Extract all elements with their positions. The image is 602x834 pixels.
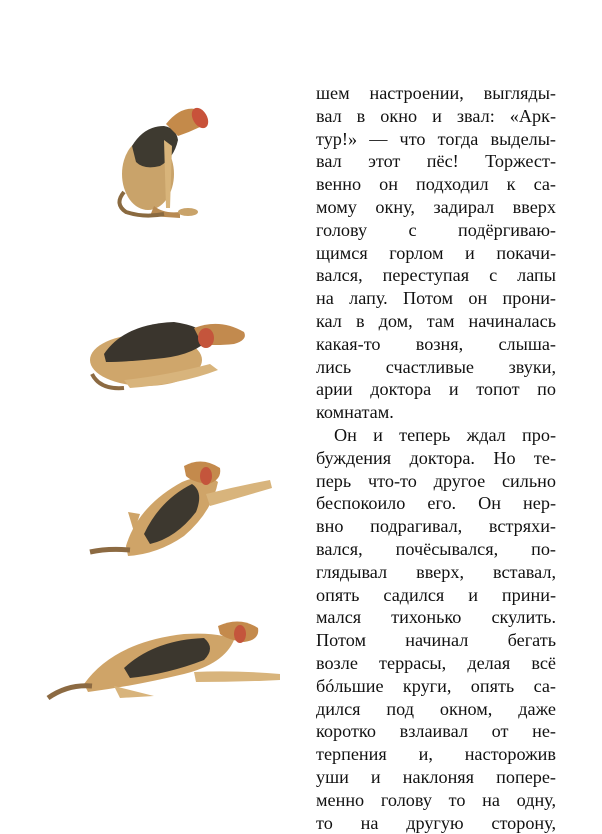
- text-line: мался тихонько скулить.: [316, 606, 556, 629]
- text-line: терпения и, насторожив: [316, 743, 556, 766]
- text-line: беспокоило его. Он нер-: [316, 492, 556, 515]
- text-line: лись счастливые звуки,: [316, 356, 556, 379]
- text-line: тур!» — что тогда выделы-: [316, 128, 556, 151]
- paragraph-2: [316, 424, 556, 834]
- text-line: опять садился и прини-: [316, 584, 556, 607]
- text-line: венно он подходил к са-: [316, 173, 556, 196]
- text-line: мому окну, задирал вверх: [316, 196, 556, 219]
- text-line: на лапу. Потом он прони-: [316, 287, 556, 310]
- text-line: возле террасы, делая всё: [316, 652, 556, 675]
- text-line: то на другую сторону,: [316, 812, 556, 834]
- text-line: голову с подёргиваю-: [316, 219, 556, 242]
- text-line: комнатам.: [316, 401, 556, 424]
- text-line: вался, почёсывался, по-: [316, 538, 556, 561]
- text-line: вался, переступая с лапы: [316, 264, 556, 287]
- dog-crouching-illustration: [44, 612, 286, 708]
- dog-stretching-illustration: [88, 452, 278, 570]
- text-line: какая-то возня, слыша-: [316, 333, 556, 356]
- text-line: буждения доктора. Но те-: [316, 447, 556, 470]
- text-line: вал этот пёс! Торжест-: [316, 150, 556, 173]
- text-line: дился под окном, даже: [316, 698, 556, 721]
- text-line: кал в дом, там начиналась: [316, 310, 556, 333]
- text-line: бóльшие круги, опять са-: [316, 675, 556, 698]
- paragraph-1: [316, 82, 556, 424]
- text-line: вно подрагивал, встряхи-: [316, 515, 556, 538]
- text-line: вал в окно и звал: «Арк-: [316, 105, 556, 128]
- text-line: арии доктора и топот по: [316, 378, 556, 401]
- text-line: перь что-то другое сильно: [316, 470, 556, 493]
- dog-lying-down-illustration: [84, 304, 254, 396]
- text-line: уши и наклоняя попере-: [316, 766, 556, 789]
- dog-sitting-illustration: [104, 96, 216, 222]
- text-line: щимся горлом и покачи-: [316, 242, 556, 265]
- text-line: шем настроении, выгляды-: [316, 82, 556, 105]
- text-line: глядывал вверх, вставал,: [316, 561, 556, 584]
- text-column: [316, 82, 556, 834]
- text-line: Потом начинал бегать: [316, 629, 556, 652]
- text-line: коротко взлаивал от не-: [316, 720, 556, 743]
- text-line: Он и теперь ждал про-: [316, 424, 556, 447]
- text-line: менно голову то на одну,: [316, 789, 556, 812]
